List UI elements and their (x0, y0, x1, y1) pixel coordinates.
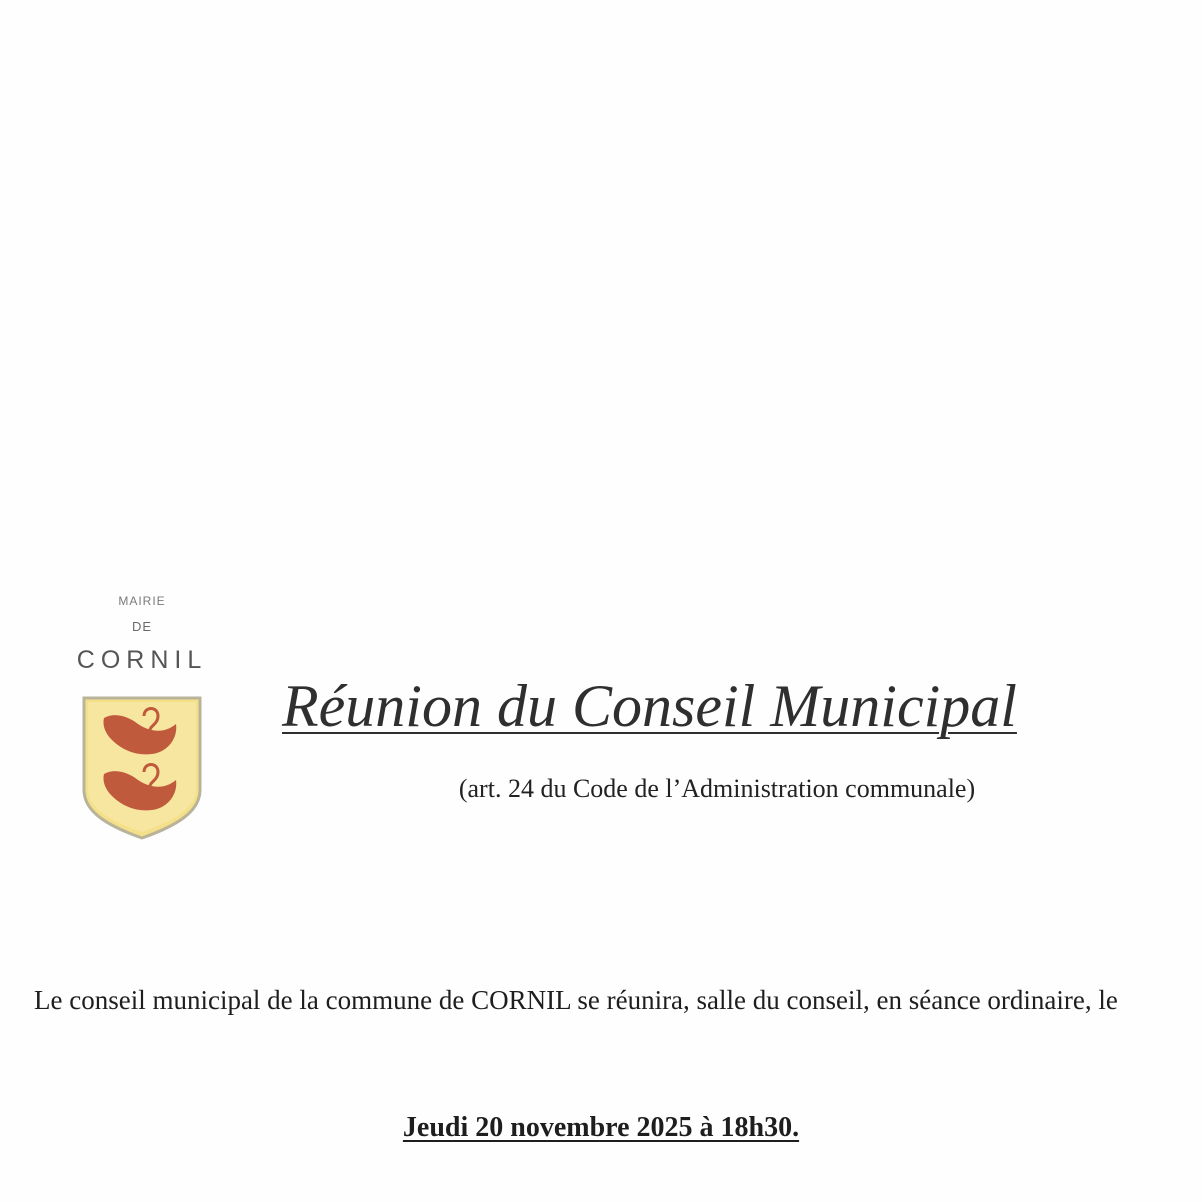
meeting-date: Jeudi 20 novembre 2025 à 18h30. (402, 1112, 800, 1143)
municipality-logo (62, 594, 222, 844)
logo-text-mairie: MAIRIE (118, 594, 166, 608)
page-title: Réunion du Conseil Municipal (282, 673, 1017, 739)
legal-reference: (art. 24 du Code de l’Administration communale) (458, 774, 976, 803)
logo-text-de: DE (131, 619, 153, 634)
convocation-paragraph: Le conseil municipal de la commune de CORNIL se réunira, salle du conseil, en séance ordinaire, le (34, 985, 1118, 1015)
logo-text-cornil: CORNIL (76, 646, 208, 674)
coat-of-arms-icon (80, 694, 204, 842)
